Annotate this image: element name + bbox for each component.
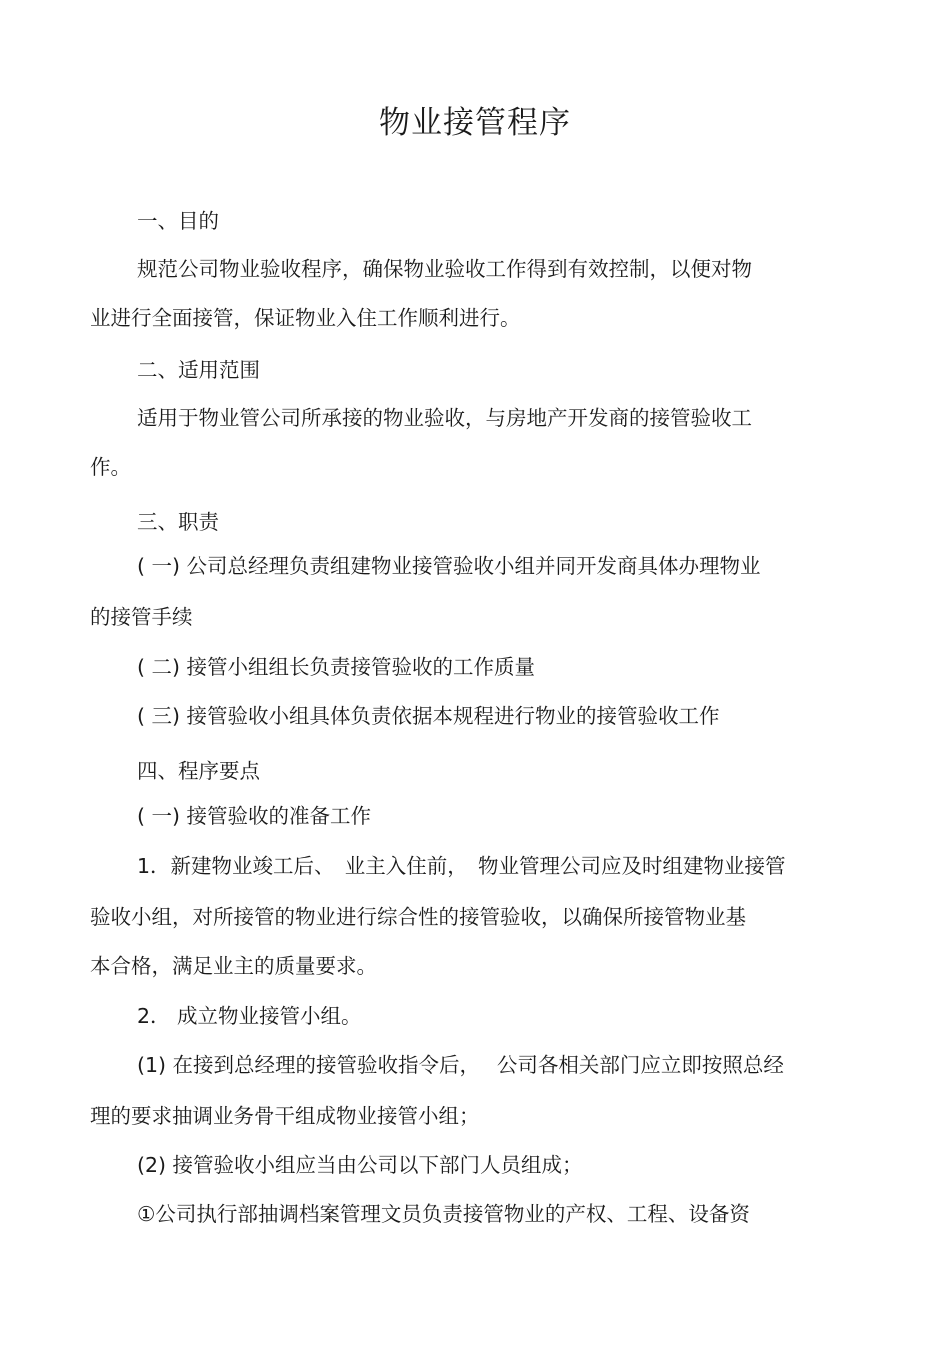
paragraph-line: 1．新建物业竣工后、 业主入住前， 物业管理公司应及时组建物业接管 (137, 854, 786, 878)
paragraph-line: 规范公司物业验收程序，确保物业验收工作得到有效控制，以便对物 (137, 257, 752, 281)
section-heading-procedure: 四、程序要点 (137, 759, 260, 783)
paragraph-line: 适用于物业管公司所承接的物业验收，与房地产开发商的接管验收工 (137, 406, 752, 430)
document-title: 物业接管程序 (379, 105, 571, 141)
paragraph-line: ( 二) 接管小组组长负责接管验收的工作质量 (137, 655, 536, 679)
paragraph-line: ①公司执行部抽调档案管理文员负责接管物业的产权、工程、设备资 (137, 1202, 750, 1226)
paragraph-line: 的接管手续 (90, 605, 193, 629)
section-heading-purpose: 一、目的 (137, 209, 219, 233)
paragraph-line: ( 一) 接管验收的准备工作 (137, 804, 372, 828)
paragraph-line: ( 一) 公司总经理负责组建物业接管验收小组并同开发商具体办理物业 (137, 554, 761, 578)
paragraph-line: (2) 接管验收小组应当由公司以下部门人员组成； (137, 1153, 583, 1177)
section-heading-duties: 三、职责 (137, 510, 219, 534)
section-heading-scope: 二、适用范围 (137, 358, 260, 382)
paragraph-line: 2． 成立物业接管小组。 (137, 1004, 362, 1028)
paragraph-line: ( 三) 接管验收小组具体负责依据本规程进行物业的接管验收工作 (137, 704, 720, 728)
paragraph-line: (1) 在接到总经理的接管验收指令后， 公司各相关部门应立即按照总经 (137, 1053, 784, 1077)
paragraph-line: 作。 (90, 455, 131, 479)
paragraph-line: 理的要求抽调业务骨干组成物业接管小组； (90, 1104, 480, 1128)
paragraph-line: 验收小组，对所接管的物业进行综合性的接管验收，以确保所接管物业基 (90, 905, 746, 929)
paragraph-line: 业进行全面接管，保证物业入住工作顺利进行。 (90, 306, 521, 330)
paragraph-line: 本合格，满足业主的质量要求。 (90, 954, 377, 978)
